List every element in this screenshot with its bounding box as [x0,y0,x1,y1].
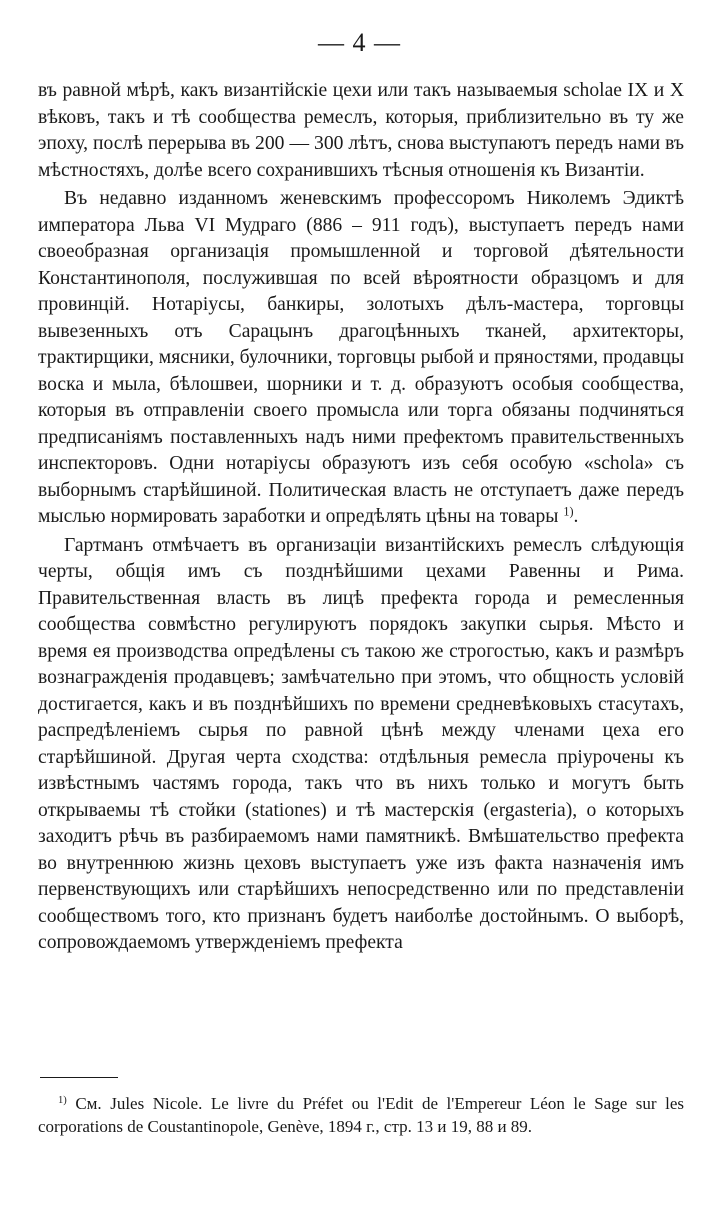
paragraph-3: Гартманъ отмѣчаетъ въ организаціи византійскихъ ремеслъ слѣдующія черты, общія имъ съ позднѣйшими цехами Равенны и Рима. Правительственная власть въ лицѣ префекта города и ремесленныя сообщества совмѣстно регулируютъ порядокъ закупки сырья. Мѣсто и время ея производства опредѣлены съ такою же строгостью, какъ и размѣръ вознагражденія продавцевъ; замѣчательно при этомъ, что общность условій достигается, какъ и въ позднѣйшихъ по времени средневѣковыхъ стасутахъ, распредѣленіемъ сырья по равной цѣнѣ между членами цеха его старѣйшиной. Другая черта сходства: отдѣльныя ремесла пріурочены къ извѣстнымъ частямъ города, такъ что въ нихъ только и могутъ быть открываемы тѣ стойки (stationes) и тѣ мастерскія (ergasteria), о которыхъ заходитъ рѣчь въ разбираемомъ нами памятникѣ. Вмѣшательство префекта во внутреннюю жизнь цеховъ выступаетъ уже изъ факта назначенія имъ первенствующихъ или старѣйшихъ непосредственно или по представленіи сообществомъ того, кто признанъ будетъ наиболѣе достойнымъ. О выборѣ, сопровождаемомъ утвержденіемъ префекта [38,534,684,953]
footnote-marker: 1) [58,1095,67,1107]
footnote [38,1092,684,1138]
page-number: — 4 — [318,28,401,57]
paragraph-2 [38,186,684,531]
paragraph-2-tail: . [573,506,579,527]
paragraph-2-text: Въ недавно изданномъ женевскимъ профессоромъ Николемъ Эдиктѣ императора Льва VI Мудраго (886 – 911 годъ), выступаетъ передъ нами своеобразная организація промышленной и торговой дѣятельности Константинополя, послужившая по всей вѣроятности образцомъ и для провинцій. Нотаріусы, банкиры, золотыхъ дѣлъ-мастера, торговцы вывезенныхъ отъ Сарацынъ драгоцѣнныхъ тканей, архитекторы, трактирщики, мясники, булочники, торговцы рыбой и пряностями, продавцы воска и мыла, бѣлошвеи, шорники и т. д. образуютъ особыя сообщества, которыя въ отправленіи своего промысла или торга обязаны подчиняться предписаніямъ поставленныхъ надъ ними префектомъ правительственныхъ инспекторовъ. Одни нотаріусы образуютъ изъ себя особую «schola» съ выборнымъ старѣйшиной. Политическая власть не отступаетъ даже передъ мыслью нормировать заработки и опредѣлять цѣны на товары [38,188,684,527]
footnote-text: См. Jules Nicole. Le livre du Préfet ou l'Edit de l'Empereur Léon le Sage sur les corporations de Coustantinopole, Genève, 1894 г., стр. 13 и 19, 88 и 89. [38,1094,684,1136]
paragraph-1: въ равной мѣрѣ, какъ византійскіе цехи или такъ называемыя scholae IX и X вѣковъ, такъ и тѣ сообщества ремеслъ, которыя, приблизительно въ ту же эпоху, послѣ перерыва въ 200 — 300 лѣтъ, снова выступаютъ передъ нами въ мѣстностяхъ, долѣе всего сохранившихъ тѣсныя отношенія къ Византіи. [38,80,684,181]
footnote-body [38,1092,684,1138]
main-text-body [38,78,684,957]
footnote-divider [40,1077,118,1078]
footnote-reference[interactable]: 1) [563,504,574,519]
